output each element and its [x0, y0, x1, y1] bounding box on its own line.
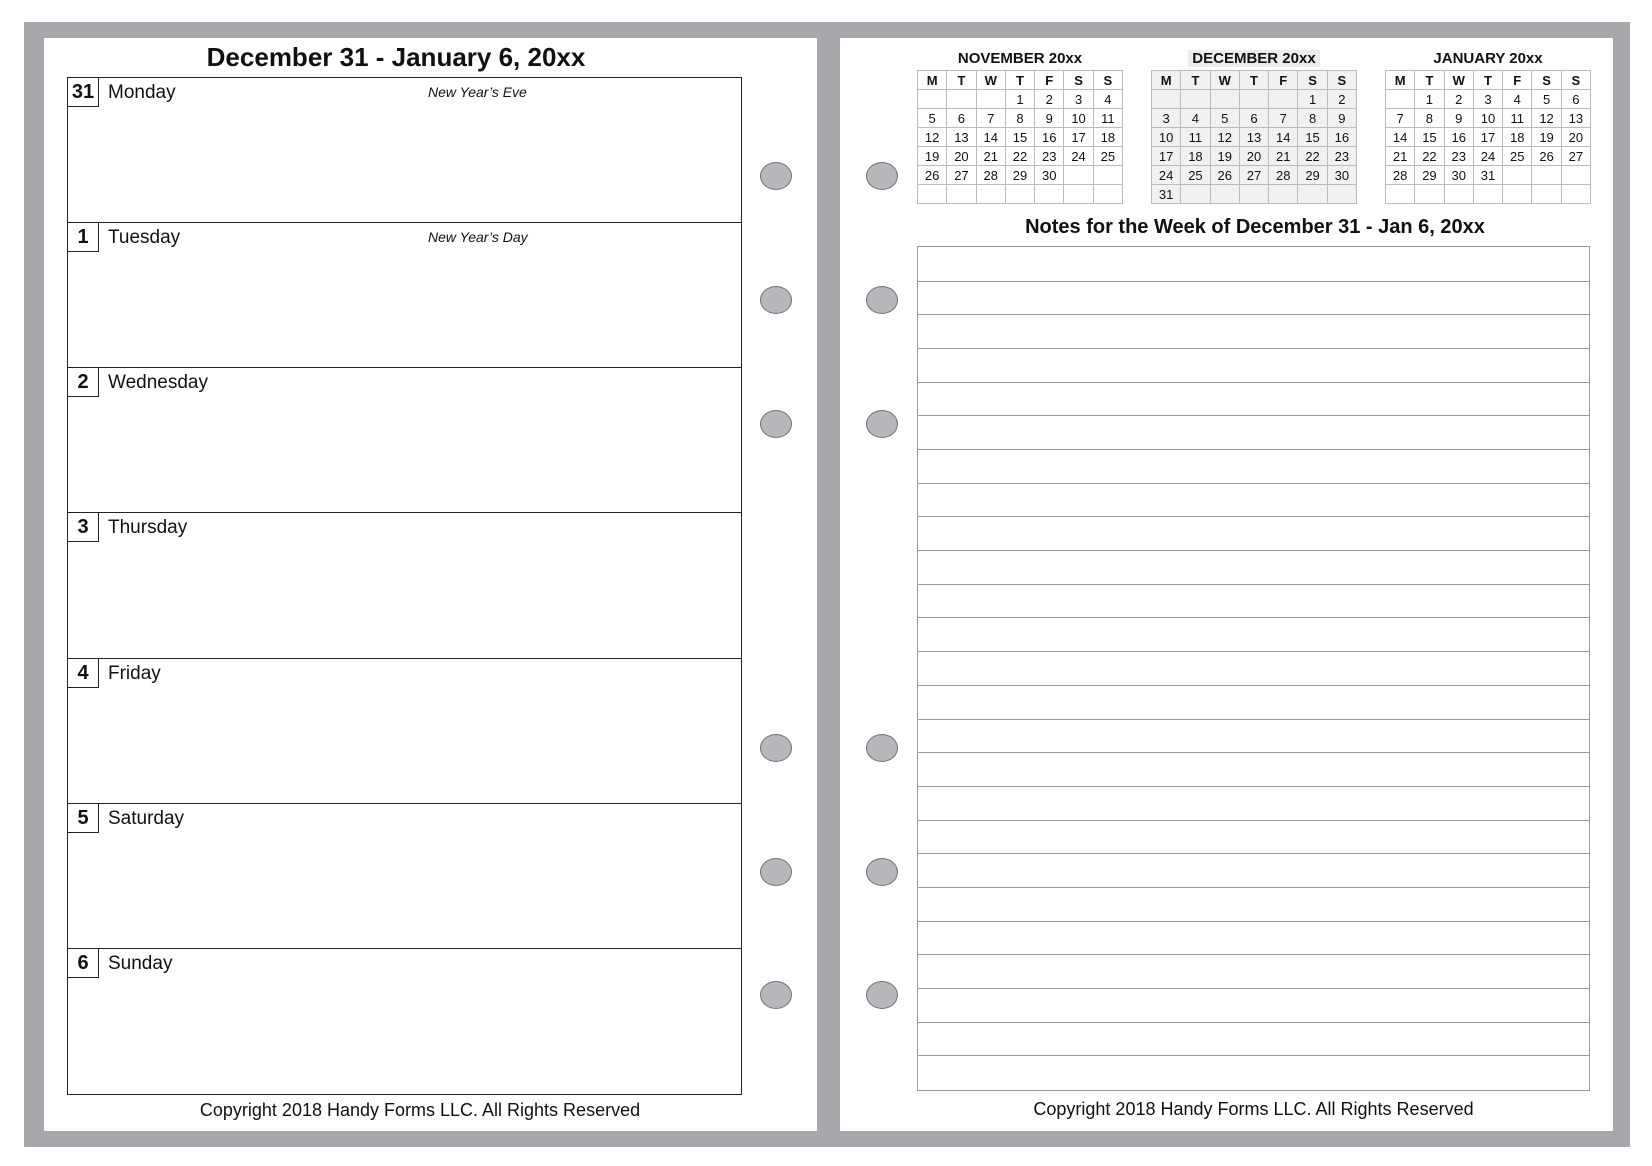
day-name: Wednesday — [108, 372, 208, 393]
weekday-header: M — [1386, 71, 1415, 90]
weekday-header: M — [918, 71, 947, 90]
calendar-day[interactable]: 4 — [1503, 90, 1532, 109]
note-line — [918, 516, 1589, 517]
calendar-day — [1415, 185, 1444, 204]
calendar-day[interactable]: 2 — [1328, 90, 1357, 109]
calendar-day[interactable]: 18 — [1181, 147, 1210, 166]
calendar-day[interactable]: 8 — [1415, 109, 1444, 128]
weekday-header: W — [977, 71, 1006, 90]
calendar-grid — [917, 70, 1123, 204]
calendar-day — [1298, 185, 1327, 204]
calendar-day[interactable]: 21 — [1386, 147, 1415, 166]
note-line — [918, 820, 1589, 821]
day-number: 2 — [67, 367, 99, 397]
day-box-tuesday[interactable] — [67, 222, 742, 368]
calendar-day — [1269, 90, 1298, 109]
calendar-day[interactable]: 10 — [1152, 128, 1181, 147]
day-box-thursday[interactable] — [67, 512, 742, 659]
note-line — [918, 685, 1589, 686]
note-line — [918, 786, 1589, 787]
calendar-day[interactable]: 19 — [1211, 147, 1240, 166]
binder-hole — [866, 162, 898, 190]
note-line — [918, 752, 1589, 753]
weekday-header: T — [1006, 71, 1035, 90]
binder-hole — [760, 734, 792, 762]
calendar-day — [1240, 90, 1269, 109]
calendar-day[interactable]: 22 — [1298, 147, 1327, 166]
calendar-day[interactable]: 20 — [947, 147, 976, 166]
calendar-day — [1269, 185, 1298, 204]
binder-hole — [760, 981, 792, 1009]
calendar-title: JANUARY 20xx — [1433, 50, 1543, 67]
copyright-right: Copyright 2018 Handy Forms LLC. All Rights Reserved — [1033, 1099, 1474, 1119]
calendar-day — [1006, 185, 1035, 204]
calendar-day[interactable]: 10 — [1064, 109, 1093, 128]
calendar-day[interactable]: 11 — [1181, 128, 1210, 147]
calendar-day — [1064, 166, 1093, 185]
calendar-day — [1474, 185, 1503, 204]
mini-calendar-december — [1151, 50, 1357, 204]
note-line — [918, 1022, 1589, 1023]
calendar-day[interactable]: 5 — [1211, 109, 1240, 128]
note-line — [918, 449, 1589, 450]
calendar-day[interactable]: 25 — [1503, 147, 1532, 166]
day-number: 31 — [67, 77, 99, 107]
note-line — [918, 382, 1589, 383]
binder-hole — [760, 162, 792, 190]
calendar-day[interactable]: 1 — [1006, 90, 1035, 109]
day-name: Tuesday — [108, 227, 181, 248]
weekday-header: S — [1094, 71, 1123, 90]
weekday-header: F — [1269, 71, 1298, 90]
note-line — [918, 954, 1589, 955]
calendar-day — [1562, 166, 1591, 185]
calendar-day — [1328, 185, 1357, 204]
calendar-day[interactable]: 7 — [1269, 109, 1298, 128]
calendar-day[interactable]: 14 — [1386, 128, 1415, 147]
calendar-day — [947, 90, 976, 109]
day-box-wednesday[interactable] — [67, 367, 742, 513]
calendar-day — [1211, 90, 1240, 109]
day-name: Monday — [108, 82, 176, 103]
note-line — [918, 719, 1589, 720]
calendar-day[interactable]: 11 — [1094, 109, 1123, 128]
day-box-saturday[interactable] — [67, 803, 742, 949]
calendar-day[interactable]: 20 — [1562, 128, 1591, 147]
calendar-day[interactable]: 31 — [1152, 185, 1181, 204]
calendar-day[interactable]: 28 — [977, 166, 1006, 185]
calendar-day[interactable]: 12 — [1532, 109, 1561, 128]
calendar-day[interactable]: 8 — [1006, 109, 1035, 128]
day-number: 1 — [67, 222, 99, 252]
calendar-day[interactable]: 26 — [1532, 147, 1561, 166]
binder-hole — [760, 410, 792, 438]
weekday-header: F — [1035, 71, 1064, 90]
calendar-day — [947, 185, 976, 204]
weekday-header: T — [1240, 71, 1269, 90]
calendar-day[interactable]: 7 — [1386, 109, 1415, 128]
day-name: Sunday — [108, 953, 173, 974]
calendar-day — [1503, 185, 1532, 204]
calendar-day[interactable]: 13 — [1562, 109, 1591, 128]
calendar-title: NOVEMBER 20xx — [957, 50, 1083, 67]
day-name: Friday — [108, 663, 161, 684]
weekday-header: S — [1298, 71, 1327, 90]
calendar-day[interactable]: 25 — [1181, 166, 1210, 185]
calendar-day[interactable]: 11 — [1503, 109, 1532, 128]
calendar-day[interactable]: 1 — [1298, 90, 1327, 109]
calendar-title — [1151, 50, 1357, 68]
binder-hole — [760, 858, 792, 886]
note-line — [918, 617, 1589, 618]
calendar-day[interactable]: 5 — [918, 109, 947, 128]
calendar-day[interactable]: 31 — [1474, 166, 1503, 185]
calendar-day[interactable]: 10 — [1474, 109, 1503, 128]
weekday-header: T — [1181, 71, 1210, 90]
notes-area[interactable] — [917, 246, 1590, 1091]
day-number: 4 — [67, 658, 99, 688]
calendar-day[interactable]: 21 — [977, 147, 1006, 166]
calendar-day[interactable]: 2 — [1035, 90, 1064, 109]
calendar-day[interactable]: 8 — [1298, 109, 1327, 128]
binder-hole — [866, 734, 898, 762]
calendar-day[interactable]: 18 — [1094, 128, 1123, 147]
calendar-day[interactable]: 30 — [1328, 166, 1357, 185]
weekday-header: T — [947, 71, 976, 90]
note-line — [918, 887, 1589, 888]
note-line — [918, 348, 1589, 349]
weekday-header: S — [1328, 71, 1357, 90]
calendar-day — [1094, 185, 1123, 204]
weekday-header: M — [1152, 71, 1181, 90]
calendar-day[interactable]: 12 — [1211, 128, 1240, 147]
calendar-day[interactable]: 29 — [1298, 166, 1327, 185]
binder-hole — [866, 286, 898, 314]
calendar-day — [977, 90, 1006, 109]
calendar-day — [1152, 90, 1181, 109]
calendar-day[interactable]: 3 — [1474, 90, 1503, 109]
calendar-day — [1211, 185, 1240, 204]
calendar-day[interactable]: 4 — [1094, 90, 1123, 109]
calendar-day[interactable]: 18 — [1503, 128, 1532, 147]
calendar-day[interactable]: 17 — [1152, 147, 1181, 166]
day-number: 5 — [67, 803, 99, 833]
day-number: 6 — [67, 948, 99, 978]
note-line — [918, 415, 1589, 416]
day-name: Saturday — [108, 808, 185, 829]
calendar-day — [1094, 166, 1123, 185]
calendar-grid — [1151, 70, 1357, 204]
calendar-day[interactable]: 16 — [1328, 128, 1357, 147]
calendar-day[interactable]: 20 — [1240, 147, 1269, 166]
calendar-day[interactable]: 4 — [1181, 109, 1210, 128]
note-line — [918, 853, 1589, 854]
calendar-day[interactable]: 3 — [1064, 90, 1093, 109]
calendar-day[interactable]: 13 — [1240, 128, 1269, 147]
calendar-day[interactable]: 17 — [1474, 128, 1503, 147]
calendar-day[interactable]: 15 — [1415, 128, 1444, 147]
day-box-sunday[interactable] — [67, 948, 742, 1095]
weekday-header: S — [1562, 71, 1591, 90]
weekday-header: W — [1211, 71, 1240, 90]
calendar-day — [1445, 185, 1474, 204]
week-title: December 31 - January 6, 20xx — [206, 42, 586, 72]
calendar-day[interactable]: 14 — [1269, 128, 1298, 147]
calendar-day[interactable]: 26 — [918, 166, 947, 185]
calendar-day[interactable]: 19 — [918, 147, 947, 166]
calendar-day[interactable]: 12 — [918, 128, 947, 147]
calendar-day[interactable]: 9 — [1445, 109, 1474, 128]
mini-calendar-january — [1385, 50, 1591, 204]
note-line — [918, 1055, 1589, 1056]
calendar-day — [1181, 90, 1210, 109]
calendar-day[interactable]: 27 — [1562, 147, 1591, 166]
note-line — [918, 314, 1589, 315]
calendar-day[interactable]: 15 — [1006, 128, 1035, 147]
calendar-day[interactable]: 25 — [1094, 147, 1123, 166]
calendar-day[interactable]: 13 — [947, 128, 976, 147]
calendar-day — [1532, 166, 1561, 185]
calendar-day[interactable]: 16 — [1035, 128, 1064, 147]
weekday-header: W — [1445, 71, 1474, 90]
notes-title: Notes for the Week of December 31 - Jan 6, 20xx — [1025, 216, 1485, 238]
day-box-monday[interactable] — [67, 77, 742, 223]
calendar-day[interactable]: 21 — [1269, 147, 1298, 166]
weekday-header: S — [1064, 71, 1093, 90]
calendar-day[interactable]: 3 — [1152, 109, 1181, 128]
calendar-day — [1386, 185, 1415, 204]
calendar-day — [918, 185, 947, 204]
note-line — [918, 651, 1589, 652]
calendar-title-text: DECEMBER 20xx — [1188, 50, 1319, 67]
binder-hole — [866, 410, 898, 438]
calendar-day[interactable]: 1 — [1415, 90, 1444, 109]
calendar-day[interactable]: 14 — [977, 128, 1006, 147]
copyright-left: Copyright 2018 Handy Forms LLC. All Rights Reserved — [199, 1100, 641, 1120]
calendar-day[interactable]: 2 — [1445, 90, 1474, 109]
calendar-day[interactable]: 5 — [1532, 90, 1561, 109]
calendar-day[interactable]: 27 — [947, 166, 976, 185]
calendar-day — [1035, 185, 1064, 204]
calendar-day[interactable]: 24 — [1152, 166, 1181, 185]
calendar-day[interactable]: 24 — [1064, 147, 1093, 166]
day-name: Thursday — [108, 517, 188, 538]
calendar-day[interactable]: 9 — [1035, 109, 1064, 128]
binder-hole — [866, 858, 898, 886]
calendar-day[interactable]: 9 — [1328, 109, 1357, 128]
calendar-grid — [1385, 70, 1591, 204]
calendar-day[interactable]: 6 — [1562, 90, 1591, 109]
calendar-day[interactable]: 19 — [1532, 128, 1561, 147]
mini-calendar-november — [917, 50, 1123, 204]
calendar-day[interactable]: 6 — [1240, 109, 1269, 128]
calendar-day[interactable]: 16 — [1445, 128, 1474, 147]
calendar-day[interactable]: 29 — [1415, 166, 1444, 185]
note-line — [918, 281, 1589, 282]
calendar-day[interactable]: 23 — [1328, 147, 1357, 166]
calendar-day — [977, 185, 1006, 204]
note-line — [918, 550, 1589, 551]
calendar-day[interactable]: 6 — [947, 109, 976, 128]
calendar-day[interactable]: 29 — [1006, 166, 1035, 185]
calendar-day[interactable]: 30 — [1445, 166, 1474, 185]
calendar-day[interactable]: 15 — [1298, 128, 1327, 147]
holiday-label: New Year’s Day — [428, 229, 528, 245]
holiday-label: New Year’s Eve — [428, 84, 527, 100]
binder-hole — [866, 981, 898, 1009]
binder-hole — [760, 286, 792, 314]
note-line — [918, 584, 1589, 585]
weekday-header: F — [1503, 71, 1532, 90]
calendar-day[interactable]: 30 — [1035, 166, 1064, 185]
calendar-day — [1181, 185, 1210, 204]
calendar-day — [1240, 185, 1269, 204]
calendar-day — [1386, 90, 1415, 109]
calendar-day[interactable]: 26 — [1211, 166, 1240, 185]
calendar-day[interactable]: 23 — [1035, 147, 1064, 166]
note-line — [918, 988, 1589, 989]
calendar-day — [1562, 185, 1591, 204]
calendar-day — [1503, 166, 1532, 185]
calendar-day[interactable]: 7 — [977, 109, 1006, 128]
calendar-day — [1532, 185, 1561, 204]
calendar-day[interactable]: 24 — [1474, 147, 1503, 166]
day-box-friday[interactable] — [67, 658, 742, 804]
calendar-day[interactable]: 28 — [1269, 166, 1298, 185]
note-line — [918, 483, 1589, 484]
calendar-day[interactable]: 28 — [1386, 166, 1415, 185]
calendar-day[interactable]: 17 — [1064, 128, 1093, 147]
calendar-day[interactable]: 23 — [1445, 147, 1474, 166]
weekday-header: T — [1415, 71, 1444, 90]
calendar-day — [1064, 185, 1093, 204]
weekday-header: T — [1474, 71, 1503, 90]
calendar-day[interactable]: 22 — [1415, 147, 1444, 166]
day-number: 3 — [67, 512, 99, 542]
calendar-day[interactable]: 22 — [1006, 147, 1035, 166]
calendar-day — [918, 90, 947, 109]
note-line — [918, 921, 1589, 922]
weekday-header: S — [1532, 71, 1561, 90]
calendar-day[interactable]: 27 — [1240, 166, 1269, 185]
